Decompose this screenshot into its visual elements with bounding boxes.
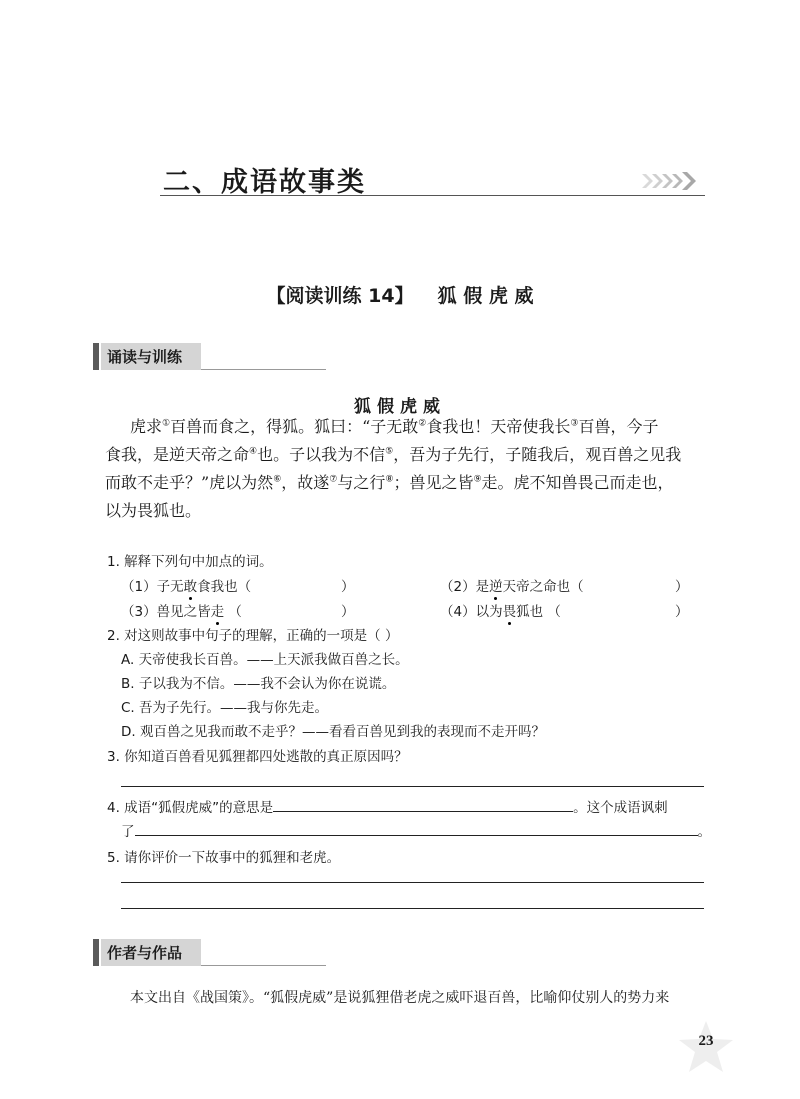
footnote-marker: ⑥ (273, 474, 282, 485)
section-rule (201, 965, 326, 966)
chapter-title: 二、成语故事类 (163, 167, 366, 198)
option-d: D. 观百兽之见我而敢不走乎？——看看百兽见到我的表现而不走开吗？ (121, 724, 545, 740)
fill-blank[interactable] (135, 821, 698, 836)
page-number: 23 (698, 1033, 714, 1049)
question-5-stem: 5. 请你评价一下故事中的狐狸和老虎。 (107, 850, 341, 866)
question-1-item-2: （2）是逆天帝之命也（ (440, 579, 584, 595)
lesson-number: 【阅读训练 14】 (266, 285, 414, 307)
question-3-stem: 3. 你知道百兽看见狐狸都四处逃散的真正原因吗？ (107, 749, 408, 765)
section-bar (93, 343, 99, 370)
question-1-item-1: （1）子无敢食我也（ (121, 579, 252, 595)
footnote-marker: ② (418, 418, 427, 429)
question-1-item-4: （4）以为畏狐也 （ (440, 604, 561, 620)
section-label: 诵读与训练 (107, 348, 183, 366)
footnote-marker: ③ (570, 418, 579, 429)
option-a: A. 天帝使我长百兽。——上天派我做百兽之长。 (121, 652, 409, 668)
footnote-marker: ⑦ (329, 474, 338, 485)
answer-line[interactable] (121, 786, 704, 787)
section-rule (201, 369, 326, 370)
answer-line[interactable] (121, 908, 704, 909)
question-4-line-2: 了 。 (121, 820, 711, 840)
passage-line: 食我，是逆天帝之命④也。子以我为不信⑤，吾为子先行，子随我后，观百兽之见我 (105, 445, 682, 464)
question-4-line-1: 4. 成语“狐假虎威”的意思是 。这个成语讽刺 (107, 796, 668, 816)
author-text: 本文出自《战国策》。“狐假虎威”是说狐狸借老虎之威吓退百兽，比喻仰仗别人的势力来 (130, 990, 670, 1006)
section-bar (93, 939, 99, 966)
answer-paren-close: ） (341, 579, 355, 595)
passage-line: 虎求①百兽而食之，得狐。狐曰：“子无敢②食我也！天帝使我长③百兽，今子 (130, 417, 659, 436)
footnote-marker: ⑧ (385, 474, 394, 485)
passage-line: 而敢不走乎？”虎以为然⑥，故遂⑦与之行⑧；兽见之皆⑨走。虎不知兽畏己而走也， (105, 473, 674, 492)
option-c: C. 吾为子先行。——我与你先走。 (121, 700, 329, 716)
question-2-stem: 2. 对这则故事中句子的理解，正确的一项是（ ） (107, 628, 399, 644)
section-header-author (93, 939, 333, 966)
section-header-reading (93, 343, 333, 370)
question-1-item-3: （3）兽见之皆走 （ (121, 604, 242, 620)
footnote-marker: ⑨ (473, 474, 482, 485)
lesson-name: 狐 假 虎 威 (437, 285, 534, 307)
dotted-char: 走 (210, 604, 225, 620)
dotted-char: 逆 (489, 579, 503, 595)
dotted-char: 畏 (502, 604, 517, 620)
dotted-char: 敢 (183, 579, 198, 595)
footnote-marker: ⑤ (385, 446, 394, 457)
answer-paren-close: ） (341, 604, 355, 620)
lesson-title (0, 281, 800, 308)
chapter-divider (160, 195, 705, 196)
chevrons-icon (640, 170, 700, 196)
footnote-marker: ① (162, 418, 171, 429)
passage-line: 以为畏狐也。 (105, 501, 202, 520)
answer-paren-close: ） (675, 579, 689, 595)
option-b: B. 子以我为不信。——我不会认为你在说谎。 (121, 676, 396, 692)
footnote-marker: ④ (249, 446, 258, 457)
answer-line[interactable] (121, 882, 704, 883)
answer-paren-close: ） (675, 604, 689, 620)
question-1-stem: 1. 解释下列句中加点的词。 (107, 554, 273, 570)
passage-title: 狐假虎威 (354, 397, 446, 417)
fill-blank[interactable] (273, 797, 573, 812)
section-label: 作者与作品 (107, 944, 183, 962)
